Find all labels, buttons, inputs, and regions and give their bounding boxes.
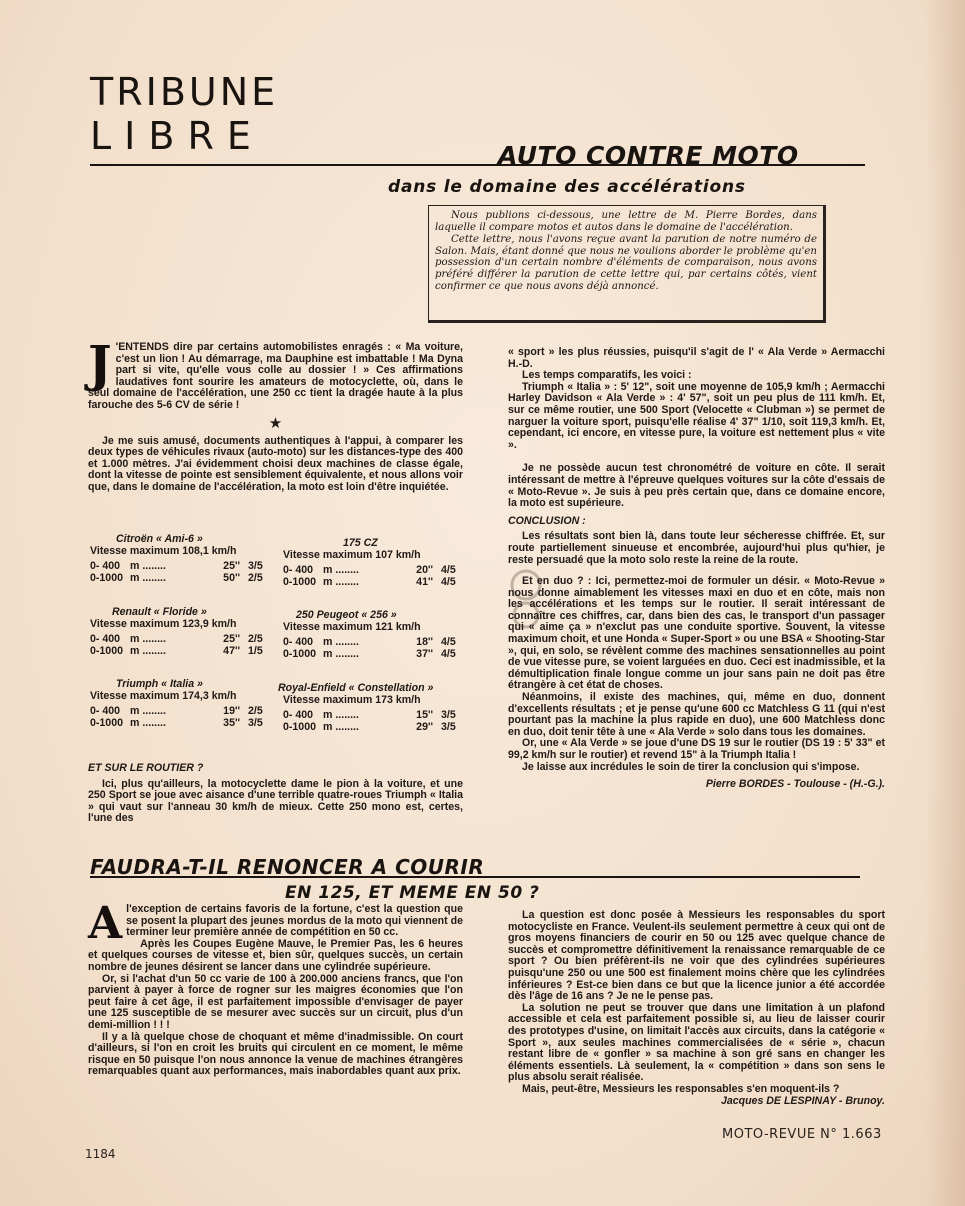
article2-paragraph: l'exception de certains favoris de la fortune, c'est la question que se posent la plupart des jeunes mordus de la moto qui viennent de terminer leur première année de compétition en 50 cc. (126, 903, 463, 939)
article-title: AUTO CONTRE MOTO (498, 141, 799, 170)
time-row: 0- 400 m ........ 15'' 3/5 (283, 709, 456, 721)
article1-paragraph: Les résultats sont bien là, dans toute leur sécheresse chiffrée. Et, sur route partiellement sinueuse et encombrée, aujourd'hui plus qu'hier, je reste persuadé que la moto solo reste la reine de la route. (508, 530, 885, 566)
libre-word: LIBRE (90, 114, 264, 158)
spec-block (90, 533, 263, 584)
time-row: 0- 400 m ........ 19'' 2/5 (90, 705, 263, 717)
page-edge-shadow (925, 0, 965, 1206)
article1-paragraph: Or, une « Ala Verde » se joue d'une DS 19 sur le routier (DS 19 : 5' 33" et 99,2 km/h sur le routier) et revend 15" à la Triumph Italia ! (508, 737, 885, 761)
section-heading-conclusion: CONCLUSION : (508, 514, 586, 527)
drop-cap: A (88, 898, 123, 949)
section-heading (90, 70, 278, 158)
article1-left-column-bottom (88, 757, 463, 825)
intro-paragraph: Cette lettre, nous l'avons reçue avant la parution de notre numéro de Salon. Mais, étant donné que nous ne voulions aborder le problème qu'en possession d'un certain nombre d'éléments de comparaison, nous avons préféré différer la parution de cette lettre qui, par certains côtés, vient confirmer ce que nous avons déjà annoncé. (435, 234, 817, 292)
library-stamp-icon (503, 565, 549, 635)
author-signature: Jacques DE LESPINAY - Brunoy. (720, 1094, 885, 1107)
spec-block (278, 682, 456, 733)
article1-paragraph: 'ENTENDS dire par certains automobilistes enragés : « Ma voiture, c'est un lion ! Au démarrage, ma Dauphine est imbattable ! Ma Dyna part si vite, qu'elle vous colle au dossier ! » Ces affirmations laudatives font sourire les amateurs de motocyclette, où, dans le seul domaine de l'accélération, une 250 cc tient la dragée haute à la plus farouche des 5-6 CV de série ! (88, 341, 463, 411)
vehicle-name: Triumph « Italia » (116, 678, 203, 690)
editor-intro-box (428, 205, 826, 323)
vehicle-vmax: Vitesse maximum 107 km/h (283, 549, 421, 561)
article2-paragraph: La solution ne peut se trouver que dans une limitation à un plafond accessible et cela est parfaitement possible si, au lieu de laisser courir des prototypes d'usine, on limitait l'accès aux circuits, dans la catégorie « Sport », aux seules machines commercialisées de « série », chacun restant libre de « gonfler » sa machine à son gré sans en changer les éléments essentiels. Là seulement, la « compétition » dans son sens le plus absolu serait réalisée. (508, 1001, 885, 1084)
article2-paragraph: Mais, peut-être, Messieurs les responsables s'en moquent-ils ? (522, 1082, 840, 1095)
time-row: 0-1000 m ........ 29'' 3/5 (283, 721, 456, 733)
page-number: 1184 (85, 1147, 116, 1161)
spec-block (283, 609, 456, 660)
vehicle-name: Citroën « Ami-6 » (116, 533, 203, 545)
drop-cap: J (88, 334, 112, 393)
section-heading-routier: ET SUR LE ROUTIER ? (88, 762, 204, 774)
article1-left-column (88, 334, 463, 494)
article1-paragraph: Je me suis amusé, documents authentiques à l'appui, à comparer les deux types de véhicules rivaux (auto-moto) sur les distances-type des 400 et 1.000 mètres. J'ai évidemment choisi deux machines de classe égale, dont la vitesse de pointe est sensiblement équivalente, et nous allons voir que, dans le domaine de l'accélération, la moto est loin d'être inquiétée. (88, 434, 463, 493)
article1-right-column (508, 347, 885, 791)
article2-paragraph: Il y a là quelque chose de choquant et même d'inadmissible. On court d'ailleurs, si l'on en croit les bruits qui circulent en ce moment, le même risque en 50 puisque l'on nous annonce la venue de machines étrangères remarquables quant aux performances, mais inabordables quant aux prix. (88, 1030, 463, 1078)
vehicle-name: Renault « Floride » (112, 606, 207, 618)
article1-paragraph: Je laisse aux incrédules le soin de tirer la conclusion qui s'impose. (522, 760, 860, 773)
article1-paragraph: « sport » les plus réussies, puisqu'il s'agit de l' « Ala Verde » Aermacchi H.-D. (508, 346, 885, 370)
spec-block (283, 537, 456, 588)
vehicle-vmax: Vitesse maximum 121 km/h (283, 621, 421, 633)
article2-left-column (88, 898, 463, 1078)
magazine-issue: MOTO-REVUE N° 1.663 (722, 1127, 882, 1142)
time-row: 0- 400 m ........ 18'' 4/5 (283, 636, 456, 648)
article2-paragraph: Or, si l'achat d'un 50 cc varie de 100 à 200.000 anciens francs, que l'on parvient à payer à force de rogner sur les maigres économies que l'on peut faire à cet âge, il est parfaitement impossible d'envisager de payer une 125 susceptible de se mesurer avec succès sur un circuit, plus d'un demi-million ! ! ! (88, 972, 463, 1031)
article-subtitle: dans le domaine des accélérations (388, 177, 746, 197)
article2-paragraph: Après les Coupes Eugène Mauve, le Premier Pas, les 6 heures et quelques courses de vitesse et, bien sûr, quelques succès, un certain nombre de jeunes désirent se lancer dans une cylindrée supérieure. (88, 937, 463, 973)
time-row: 0- 400 m ........ 20'' 4/5 (283, 564, 456, 576)
star-separator: ★ (268, 414, 283, 432)
vehicle-vmax: Vitesse maximum 173 km/h (283, 694, 421, 706)
vehicle-vmax: Vitesse maximum 174,3 km/h (90, 690, 237, 702)
time-row: 0-1000 m ........ 41'' 4/5 (283, 576, 456, 588)
time-row: 0- 400 m ........ 25'' 2/5 (90, 633, 263, 645)
time-row: 0-1000 m ........ 50'' 2/5 (90, 572, 263, 584)
article2-subtitle: EN 125, ET MEME EN 50 ? (285, 883, 540, 903)
article1-paragraph: Et en duo ? : Ici, permettez-moi de formuler un désir. « Moto-Revue » nous donne aimablement les vitesses maxi en duo et en côte, mais non les accélérations et les temps sur le routier. Il serait intéressant de connaître ces chiffres, car, dans bien des cas, le transport d'un passager qui « aime ça » n'exclut pas une conduite sportive. Souvent, la vitesse maximum choit, et une Honda « Super-Sport » ou une BSA « Shooting-Star », qui, en solo, se révèlent comme des machines sensationnelles au point de vue vitesse pure, se voient larguées en duo. Ceci est inadmissible, et la démultiplication finale longue comme un jour sans pain ne doit pas être étrangère à cet état de choses. (508, 575, 885, 692)
article2-right-column (508, 910, 885, 1107)
article1-paragraph: Triumph « Italia » : 5' 12", soit une moyenne de 105,9 km/h ; Aermacchi Harley Davidson « Ala Verde » : 4' 57", soit un peu plus de 111 km/h. Et, sur ce même routier, une 500 Sport (Velocette « Clubman ») se permet de narguer la voiture sport, puisqu'elle réalise 4' 37" 1/10, soit 119,3 km/h. Et, cependant, ici encore, en vitesse pure, la voiture est nettement plus « vite ». (508, 380, 885, 451)
article1-paragraph: Je ne possède aucun test chronométré de voiture en côte. Il serait intéressant de mettre à l'épreuve quelques voitures sur la côte d'essais de « Moto-Revue ». Je suis à peu près certain que, dans ce domaine encore, la moto est supérieure. (508, 462, 885, 510)
time-row: 0-1000 m ........ 35'' 3/5 (90, 717, 263, 729)
article2-paragraph: La question est donc posée à Messieurs les responsables du sport motocycliste en France. Veulent-ils seulement permettre à ceux qui ont de gros moyens financiers de courir en 50 ou 125 avec quelque chance de succès et compromettre définitivement la renaissance remarquable de ce sport ? Ou bien préfèrent-ils ne voir que des cylindrées supérieures puisqu'une 250 ou une 500 est finalement moins chère que les cylindrées inférieures ? Est-ce bien dans ce but que la licence junior a été accordée dès l'âge de 16 ans ? Je ne le pense pas. (508, 909, 885, 1003)
time-row: 0- 400 m ........ 25'' 3/5 (90, 560, 263, 572)
time-row: 0-1000 m ........ 37'' 4/5 (283, 648, 456, 660)
article1-paragraph: Les temps comparatifs, les voici : (522, 369, 692, 382)
vehicle-name: 175 CZ (343, 537, 378, 549)
vehicle-vmax: Vitesse maximum 123,9 km/h (90, 618, 237, 630)
author-signature: Pierre BORDES - Toulouse - (H.-G.). (705, 778, 885, 791)
time-row: 0-1000 m ........ 47'' 1/5 (90, 645, 263, 657)
vehicle-vmax: Vitesse maximum 108,1 km/h (90, 545, 237, 557)
spec-block (90, 606, 263, 657)
intro-paragraph: Nous publions ci-dessous, une lettre de M. Pierre Bordes, dans laquelle il compare motos et autos dans le domaine de l'accélération. (435, 210, 817, 233)
article1-paragraph: Ici, plus qu'ailleurs, la motocyclette dame le pion à la voiture, et une 250 Sport se joue avec aisance d'une terrible quatre-roues Triumph « Italia » qui vaut sur l'anneau 30 km/h de mieux. Cette 250 mono est, certes, l'une des (88, 777, 463, 825)
article2-title: FAUDRA-T-IL RENONCER A COURIR (90, 855, 485, 879)
spec-block (90, 678, 263, 729)
vehicle-name: 250 Peugeot « 256 » (296, 609, 397, 621)
article1-paragraph: Néanmoins, il existe des machines, qui, même en duo, donnent d'excellents résultats ; et je pense qu'une 600 cc Matchless G 11 (qui n'est pourtant pas la machine la plus rapide en duo), une 600 Matchless donc en duo, doit tenir tête à une « Ala Verde » solo dans tous les domaines. (508, 691, 885, 738)
tribune-word: TRIBUNE (90, 70, 279, 114)
vehicle-name: Royal-Enfield « Constellation » (278, 682, 434, 694)
